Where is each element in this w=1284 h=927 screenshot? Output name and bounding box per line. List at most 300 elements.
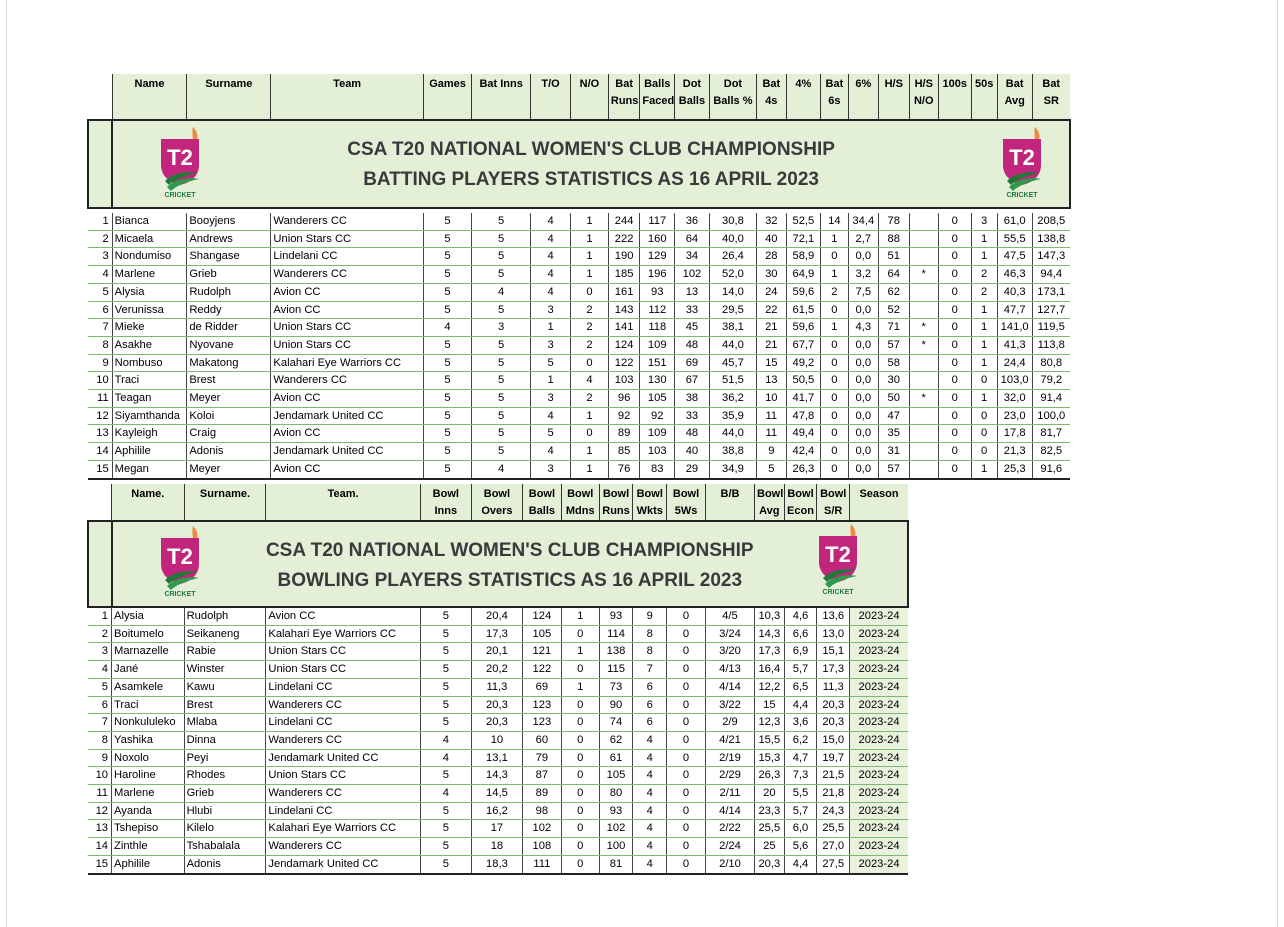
table-cell: 1 [971, 390, 997, 408]
table-cell: 80 [599, 785, 633, 803]
table-cell: Megan [112, 460, 187, 478]
table-cell: 21 [757, 319, 786, 337]
table-cell: 4 [633, 838, 667, 856]
table-cell: 15,5 [755, 731, 785, 749]
table-row [88, 785, 908, 803]
table-cell: 1 [561, 607, 599, 625]
logo-number: T2 [166, 544, 193, 569]
bowling-header-bowl-5ws: Bowl 5Ws [667, 484, 706, 521]
table-cell [909, 425, 938, 443]
table-cell: 173,1 [1032, 283, 1070, 301]
table-cell: 141,0 [997, 319, 1032, 337]
table-cell: 61,0 [997, 213, 1032, 230]
table-cell: Kalahari Eye Warriors CC [266, 625, 420, 643]
table-cell: 26,3 [786, 460, 821, 478]
table-cell: 0 [667, 625, 706, 643]
table-cell: Haroline [112, 767, 185, 785]
table-cell: 5,6 [784, 838, 817, 856]
table-cell: 2023-24 [850, 643, 908, 661]
table-cell: 49,4 [786, 425, 821, 443]
table-cell: 0 [821, 425, 848, 443]
table-cell: 96 [608, 390, 640, 408]
table-cell: 10 [471, 731, 522, 749]
table-row [88, 696, 908, 714]
batting-rows [88, 213, 1070, 479]
table-cell: 4 [571, 372, 609, 390]
table-cell: 25,3 [997, 460, 1032, 478]
table-cell: 33 [675, 407, 710, 425]
batting-header-team: Team [271, 74, 423, 120]
table-cell: 6 [633, 678, 667, 696]
table-cell: 45 [675, 319, 710, 337]
table-cell: 208,5 [1032, 213, 1070, 230]
table-cell: 62 [599, 731, 633, 749]
table-row [88, 731, 908, 749]
table-cell: 13,0 [817, 625, 850, 643]
table-cell: 4 [633, 802, 667, 820]
table-cell: 5 [420, 643, 471, 661]
table-cell: 11 [757, 407, 786, 425]
table-cell: 3 [531, 460, 571, 478]
table-cell: 0,0 [848, 301, 878, 319]
table-cell: 2023-24 [850, 749, 908, 767]
table-cell: 5 [423, 266, 471, 284]
bowling-header-surname: Surname. [184, 484, 266, 521]
table-cell: 40 [675, 443, 710, 461]
table-cell: 4 [633, 785, 667, 803]
table-cell: 58 [879, 354, 909, 372]
table-cell: 0 [938, 443, 971, 461]
t20-championship-logo [993, 125, 1057, 201]
table-cell: 0 [667, 838, 706, 856]
table-cell: 4 [420, 731, 471, 749]
table-cell: 5 [423, 425, 471, 443]
table-cell: 64 [675, 230, 710, 248]
table-cell: Lindelani CC [266, 714, 420, 732]
table-cell: Shangase [187, 248, 271, 266]
table-cell: 92 [640, 407, 675, 425]
table-row [88, 213, 1070, 230]
table-cell: 2/10 [705, 855, 754, 873]
table-cell: 0 [667, 607, 706, 625]
table-cell: 0 [938, 248, 971, 266]
table-cell: Brest [184, 696, 266, 714]
table-cell: 5 [423, 283, 471, 301]
table-cell: 91,6 [1032, 460, 1070, 478]
table-cell: 244 [608, 213, 640, 230]
table-cell: 4 [531, 230, 571, 248]
table-cell: 112 [640, 301, 675, 319]
table-cell: Jendamark United CC [266, 855, 420, 873]
table-cell: 5 [420, 838, 471, 856]
batting-header-6: 6% [848, 74, 878, 120]
table-cell: 0 [667, 802, 706, 820]
table-cell: 0 [667, 714, 706, 732]
row-number: 9 [88, 749, 112, 767]
table-cell: 93 [599, 802, 633, 820]
table-cell: 17,3 [755, 643, 785, 661]
table-cell: 8 [633, 625, 667, 643]
row-number: 14 [88, 443, 112, 461]
table-cell: 1 [531, 372, 571, 390]
table-cell: 2 [821, 283, 848, 301]
table-cell: 2023-24 [850, 625, 908, 643]
table-cell: 41,3 [997, 336, 1032, 354]
row-number: 3 [88, 248, 112, 266]
table-cell: Yashika [112, 731, 185, 749]
table-cell: 41,7 [786, 390, 821, 408]
table-cell: 18 [471, 838, 522, 856]
table-cell: 52,5 [786, 213, 821, 230]
table-cell: 5 [420, 625, 471, 643]
table-cell: 0 [561, 661, 599, 679]
table-cell: Alysia [112, 283, 187, 301]
table-cell: 5 [420, 767, 471, 785]
row-number: 7 [88, 714, 112, 732]
table-cell: 38,1 [709, 319, 756, 337]
table-cell: 3,2 [848, 266, 878, 284]
table-cell: 2023-24 [850, 714, 908, 732]
table-cell: 5 [423, 390, 471, 408]
table-row [88, 425, 1070, 443]
table-cell: Union Stars CC [266, 643, 420, 661]
table-cell: 5 [423, 354, 471, 372]
table-cell: 28 [757, 248, 786, 266]
table-cell: Grieb [187, 266, 271, 284]
logo-number: T2 [1009, 145, 1036, 170]
table-cell: 0 [561, 802, 599, 820]
table-cell: Nonkululeko [112, 714, 185, 732]
table-cell: 2023-24 [850, 767, 908, 785]
table-cell: 0 [938, 266, 971, 284]
table-cell: 0,0 [848, 336, 878, 354]
table-cell: 74 [599, 714, 633, 732]
table-cell: 78 [879, 213, 909, 230]
bowling-header-b-b: B/B [705, 484, 754, 521]
table-cell: 2/19 [705, 749, 754, 767]
table-cell: 29,5 [709, 301, 756, 319]
table-cell: * [909, 266, 938, 284]
table-cell: Dinna [184, 731, 266, 749]
table-cell: 34,9 [709, 460, 756, 478]
table-cell: Meyer [187, 460, 271, 478]
table-cell: 20,4 [471, 607, 522, 625]
row-number: 1 [88, 213, 112, 230]
table-cell: 10,3 [755, 607, 785, 625]
table-cell: 2023-24 [850, 855, 908, 873]
table-cell: 79,2 [1032, 372, 1070, 390]
batting-header-bat-runs: Bat Runs [608, 74, 640, 120]
logo-brand: CRICKET [163, 591, 196, 598]
batting-header-bat-6s: Bat 6s [821, 74, 848, 120]
table-cell: 57 [879, 336, 909, 354]
table-cell: 1 [971, 301, 997, 319]
table-cell: 190 [608, 248, 640, 266]
table-cell: 0 [938, 407, 971, 425]
table-cell: 24,3 [817, 802, 850, 820]
table-cell: 5 [472, 336, 531, 354]
table-cell: 93 [599, 607, 633, 625]
table-cell: 0 [571, 283, 609, 301]
table-cell: Verunissa [112, 301, 187, 319]
row-number: 4 [88, 266, 112, 284]
table-cell: Andrews [187, 230, 271, 248]
table-cell: 83 [640, 460, 675, 478]
table-cell: 11,3 [817, 678, 850, 696]
table-cell: 15,0 [817, 731, 850, 749]
table-cell: 0 [667, 661, 706, 679]
table-cell: Marnazelle [112, 643, 185, 661]
table-cell: 4/14 [705, 802, 754, 820]
table-cell [909, 372, 938, 390]
table-cell: 0 [667, 785, 706, 803]
table-cell: Lindelani CC [266, 802, 420, 820]
table-cell: 0 [938, 213, 971, 230]
table-cell: 111 [522, 855, 561, 873]
table-cell: 1 [821, 230, 848, 248]
table-cell: 5,7 [784, 661, 817, 679]
table-cell: Avion CC [271, 301, 423, 319]
table-cell: Wanderers CC [266, 731, 420, 749]
table-row [88, 266, 1070, 284]
table-cell: 14,5 [471, 785, 522, 803]
table-cell: Kalahari Eye Warriors CC [266, 820, 420, 838]
batting-header-balls-faced: Balls Faced [640, 74, 675, 120]
row-number: 5 [88, 283, 112, 301]
bowling-header-row [88, 484, 908, 521]
table-cell: Union Stars CC [271, 336, 423, 354]
table-cell [909, 443, 938, 461]
table-cell: 1 [971, 319, 997, 337]
table-cell [909, 354, 938, 372]
table-cell: 5 [472, 248, 531, 266]
table-cell: 24 [757, 283, 786, 301]
table-cell: 69 [675, 354, 710, 372]
table-cell: Adonis [187, 443, 271, 461]
table-cell: 4 [531, 407, 571, 425]
table-cell: 1 [571, 248, 609, 266]
table-cell: 2 [971, 283, 997, 301]
table-cell: 123 [522, 714, 561, 732]
table-cell: Micaela [112, 230, 187, 248]
table-cell: 0 [938, 354, 971, 372]
table-cell: 59,6 [786, 283, 821, 301]
table-cell: 118 [640, 319, 675, 337]
table-cell: 4 [531, 443, 571, 461]
table-cell: 0 [561, 696, 599, 714]
table-cell: 109 [640, 425, 675, 443]
table-cell: Lindelani CC [271, 248, 423, 266]
table-cell: 5 [423, 336, 471, 354]
table-cell: 6,5 [784, 678, 817, 696]
table-cell: 30 [757, 266, 786, 284]
table-cell: 124 [522, 607, 561, 625]
table-cell: 57 [879, 460, 909, 478]
table-cell: 4 [633, 767, 667, 785]
batting-header-bat-inns: Bat Inns [472, 74, 531, 120]
table-cell: 2023-24 [850, 696, 908, 714]
table-row [88, 625, 908, 643]
table-cell: 0,0 [848, 248, 878, 266]
table-cell: 2023-24 [850, 731, 908, 749]
table-cell: 0 [571, 425, 609, 443]
table-cell: 0 [971, 443, 997, 461]
table-cell: 4 [420, 749, 471, 767]
table-row [88, 855, 908, 873]
table-cell: Nyovane [187, 336, 271, 354]
table-cell: 1 [971, 336, 997, 354]
table-cell: 0 [938, 230, 971, 248]
table-cell: 185 [608, 266, 640, 284]
table-cell: Makatong [187, 354, 271, 372]
table-cell: Koloi [187, 407, 271, 425]
table-cell: 21,5 [817, 767, 850, 785]
table-cell: Avion CC [271, 390, 423, 408]
table-cell: 0 [667, 678, 706, 696]
bowling-header-season: Season [850, 484, 908, 521]
table-cell: 0,0 [848, 372, 878, 390]
table-cell: Seikaneng [184, 625, 266, 643]
table-cell: 114 [599, 625, 633, 643]
table-cell: 47,8 [786, 407, 821, 425]
table-cell: 94,4 [1032, 266, 1070, 284]
table-cell: 4 [531, 213, 571, 230]
table-cell: 0 [821, 372, 848, 390]
batting-title-line1: CSA T20 NATIONAL WOMEN'S CLUB CHAMPIONSHIP [347, 139, 835, 160]
table-cell: 147,3 [1032, 248, 1070, 266]
table-cell: 3,6 [784, 714, 817, 732]
table-cell: 40,0 [709, 230, 756, 248]
table-cell: 5 [472, 425, 531, 443]
table-row [88, 607, 908, 625]
table-cell: Wanderers CC [266, 696, 420, 714]
table-row [88, 714, 908, 732]
table-cell: 1 [571, 460, 609, 478]
logo-number: T2 [824, 542, 851, 567]
table-cell: 0 [667, 731, 706, 749]
table-cell: 79 [522, 749, 561, 767]
bowling-header-bowl-balls: Bowl Balls [522, 484, 561, 521]
table-cell: 0 [561, 714, 599, 732]
table-cell: 58,9 [786, 248, 821, 266]
table-cell: Nondumiso [112, 248, 187, 266]
table-cell: 0 [667, 820, 706, 838]
table-cell: 102 [599, 820, 633, 838]
table-cell: 0 [821, 407, 848, 425]
batting-header-100s: 100s [938, 74, 971, 120]
table-cell: 4/21 [705, 731, 754, 749]
batting-header-h-s-n-o: H/S N/O [909, 74, 938, 120]
table-cell: Wanderers CC [271, 372, 423, 390]
table-cell: Union Stars CC [271, 230, 423, 248]
row-number: 7 [88, 319, 112, 337]
table-cell: 4,7 [784, 749, 817, 767]
batting-header-n-o: N/O [571, 74, 609, 120]
table-cell: Wanderers CC [271, 266, 423, 284]
table-cell: 12,2 [755, 678, 785, 696]
table-cell: 2023-24 [850, 607, 908, 625]
table-cell: 4,3 [848, 319, 878, 337]
table-cell: Rabie [184, 643, 266, 661]
table-cell: Booyjens [187, 213, 271, 230]
table-cell: 0 [938, 301, 971, 319]
table-cell: 0 [821, 248, 848, 266]
table-cell [909, 248, 938, 266]
bowling-statistics-table [87, 484, 909, 875]
table-cell: 20,1 [471, 643, 522, 661]
table-cell: Rudolph [184, 607, 266, 625]
batting-header-games: Games [423, 74, 471, 120]
bowling-header-name: Name. [112, 484, 185, 521]
table-cell: 3 [531, 390, 571, 408]
table-cell: 64,9 [786, 266, 821, 284]
table-cell: 4 [423, 319, 471, 337]
table-cell: 1 [821, 319, 848, 337]
table-cell: Asakhe [112, 336, 187, 354]
batting-header-t-o: T/O [531, 74, 571, 120]
bowling-rows [88, 607, 908, 874]
table-cell: 5 [472, 443, 531, 461]
table-cell: 103,0 [997, 372, 1032, 390]
table-cell: 36,2 [709, 390, 756, 408]
table-cell: Winster [184, 661, 266, 679]
table-row [88, 820, 908, 838]
table-cell: 44,0 [709, 425, 756, 443]
table-cell: 52,0 [709, 266, 756, 284]
table-cell: 50,5 [786, 372, 821, 390]
batting-header-name: Name [112, 74, 187, 120]
table-cell: 7 [633, 661, 667, 679]
table-cell: 45,7 [709, 354, 756, 372]
table-cell: 9 [757, 443, 786, 461]
table-row [88, 643, 908, 661]
table-cell: 11 [757, 425, 786, 443]
table-cell: 2/22 [705, 820, 754, 838]
table-cell: Union Stars CC [266, 767, 420, 785]
table-cell: 0 [667, 696, 706, 714]
bowling-header-bowl-wkts: Bowl Wkts [633, 484, 667, 521]
table-cell: 6 [633, 714, 667, 732]
row-number: 11 [88, 785, 112, 803]
table-cell: 138,8 [1032, 230, 1070, 248]
batting-header-bat-sr: Bat SR [1032, 74, 1070, 120]
table-cell: Peyi [184, 749, 266, 767]
table-cell: 0 [821, 460, 848, 478]
table-row [88, 354, 1070, 372]
table-row [88, 319, 1070, 337]
table-cell: Asamkele [112, 678, 185, 696]
table-cell: 5 [420, 714, 471, 732]
table-cell: 62 [879, 283, 909, 301]
table-cell: 30 [879, 372, 909, 390]
t20-championship-logo [809, 522, 873, 598]
table-cell: Tshabalala [184, 838, 266, 856]
table-cell [909, 301, 938, 319]
table-cell: 3/24 [705, 625, 754, 643]
table-cell: 20,3 [817, 714, 850, 732]
table-cell: 36 [675, 213, 710, 230]
table-cell: 23,3 [755, 802, 785, 820]
row-number: 2 [88, 625, 112, 643]
table-cell: 60 [522, 731, 561, 749]
batting-statistics-table [87, 74, 1071, 480]
table-cell: Tshepiso [112, 820, 185, 838]
table-cell: 2,7 [848, 230, 878, 248]
table-cell: 5 [423, 460, 471, 478]
table-cell: 0 [971, 407, 997, 425]
table-cell: 0 [667, 855, 706, 873]
table-cell: 20,3 [471, 696, 522, 714]
